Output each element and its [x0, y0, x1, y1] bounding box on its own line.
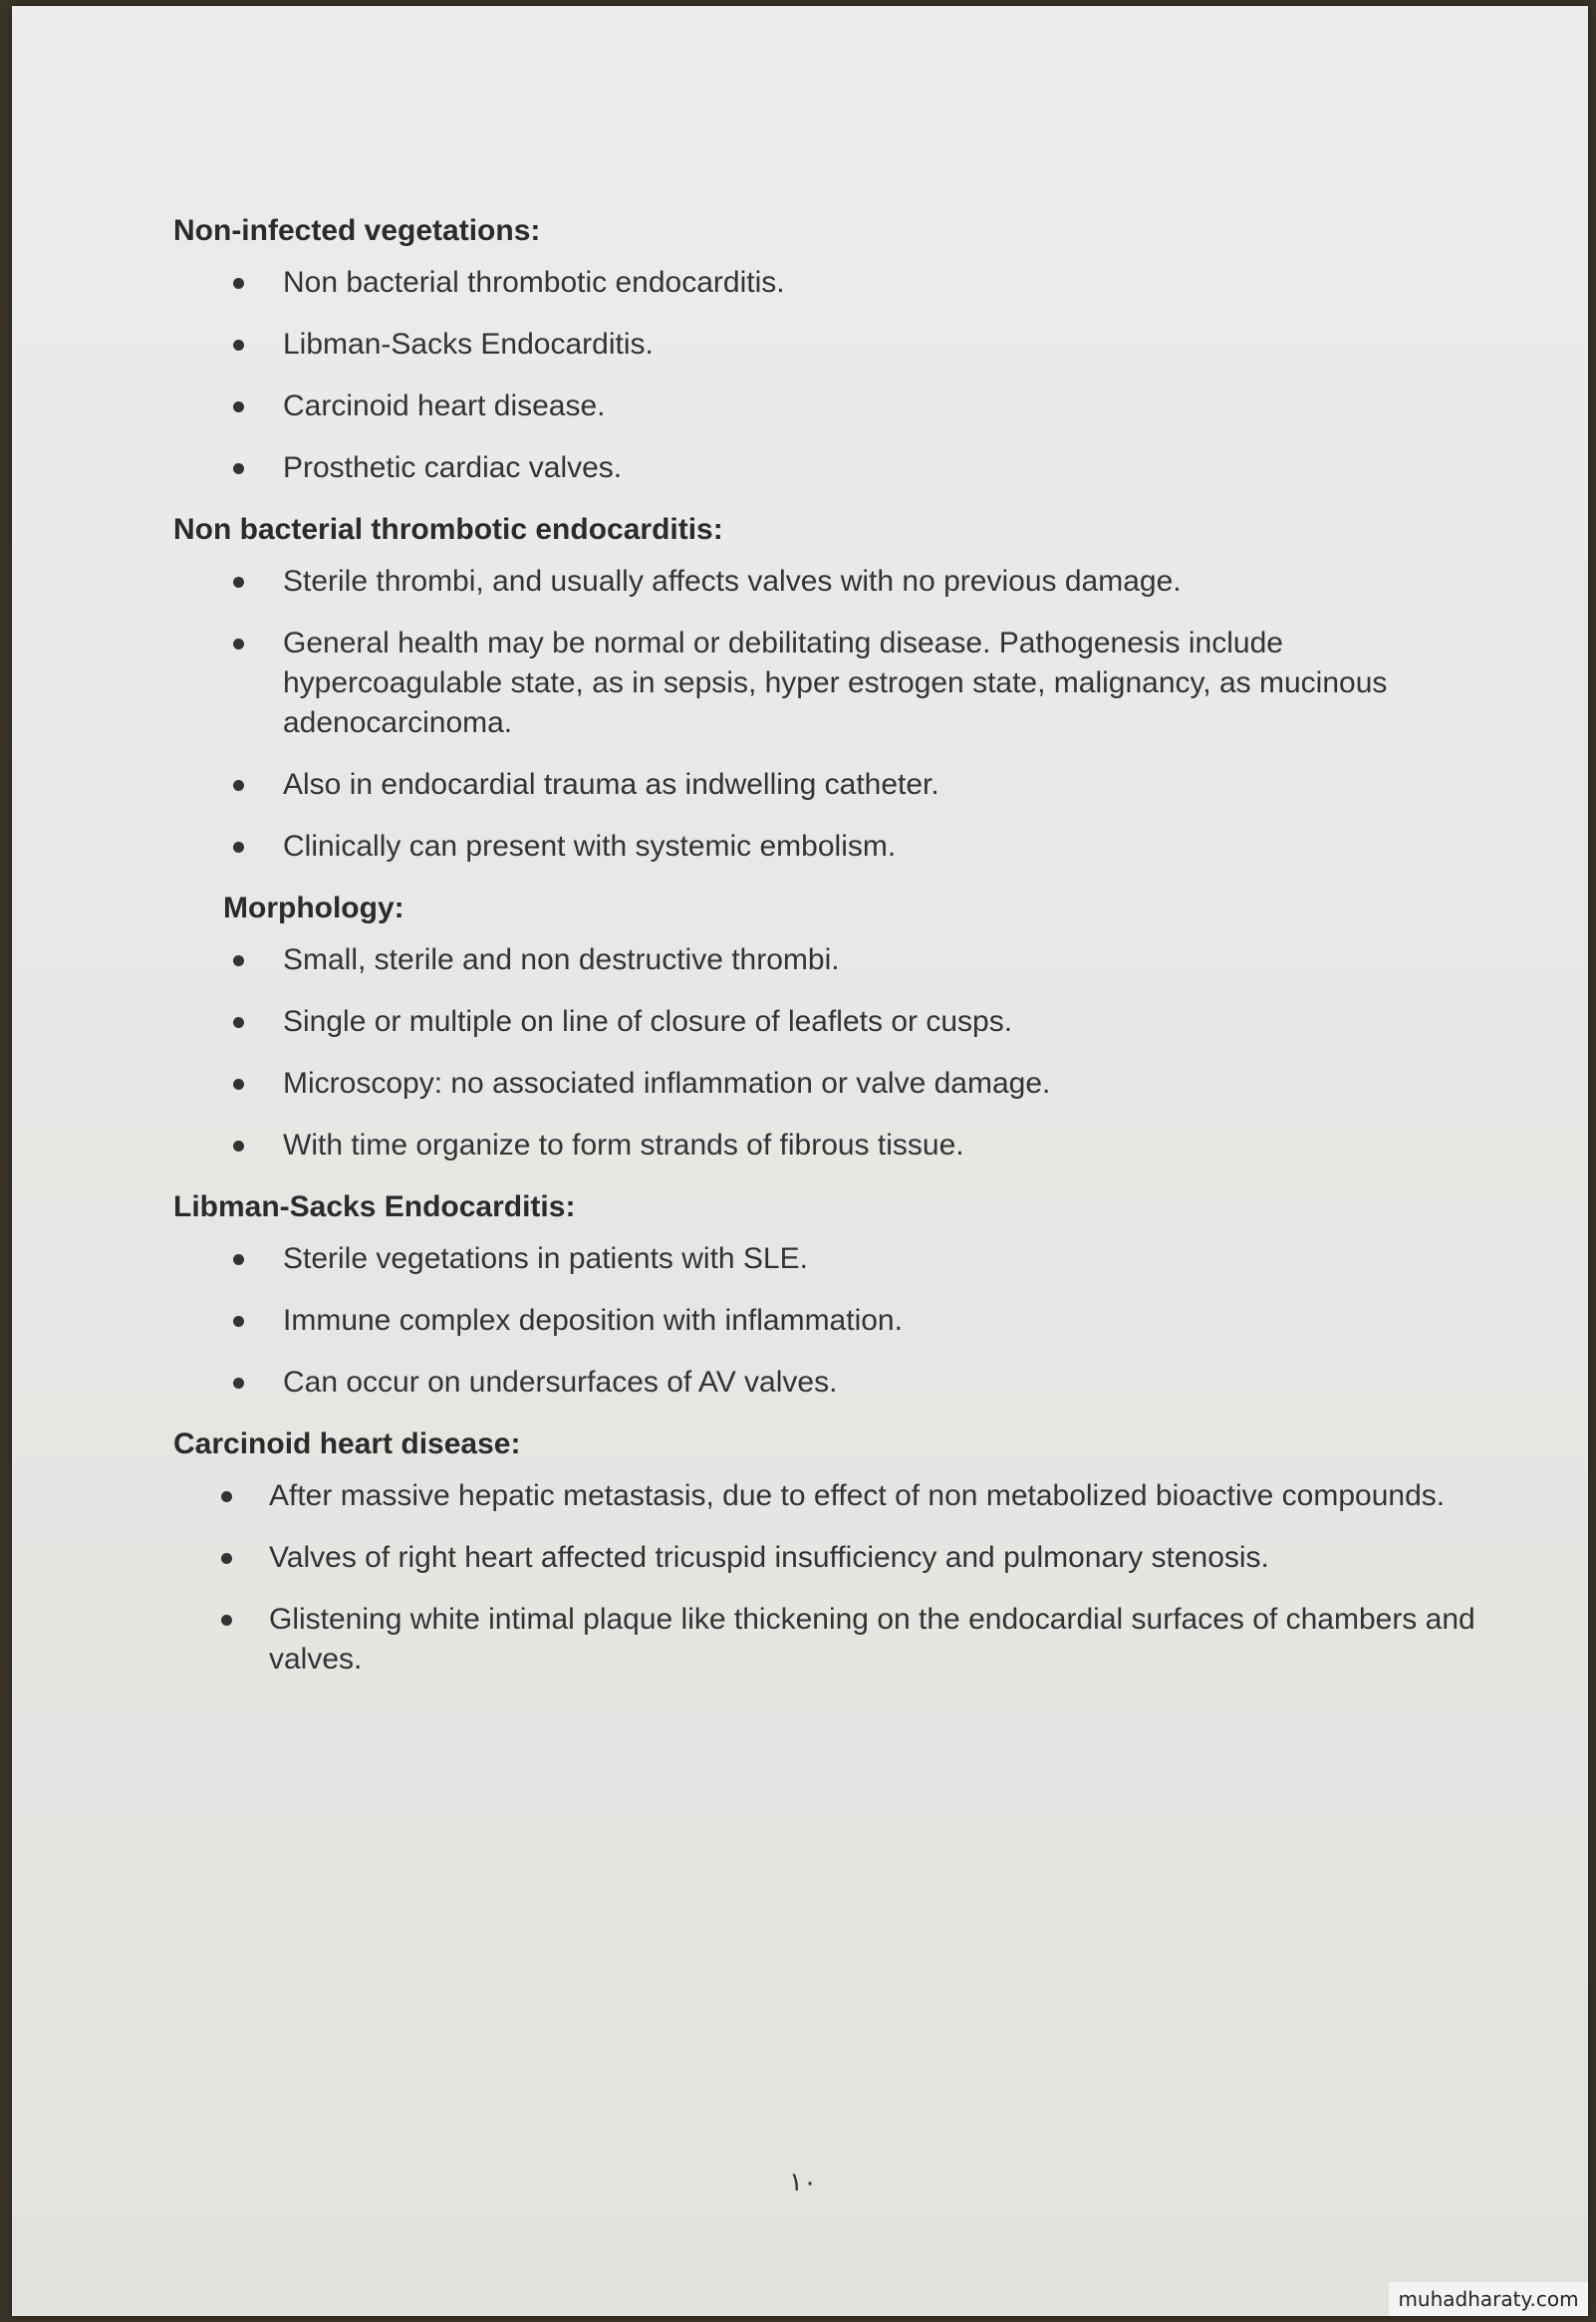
list-morphology: [173, 940, 1498, 1165]
heading-non-bacterial-thrombotic-endocarditis: Non bacterial thrombotic endocarditis:: [173, 513, 723, 546]
list-item: Single or multiple on line of closure of leaflets or cusps.: [173, 1002, 1498, 1042]
list-libman-sacks-endocarditis: [173, 1239, 1498, 1403]
list-item: Small, sterile and non destructive thrombi.: [173, 940, 1498, 980]
list-item: Libman-Sacks Endocarditis.: [173, 325, 1498, 365]
list-item: Valves of right heart affected tricuspid insufficiency and pulmonary stenosis.: [173, 1538, 1498, 1578]
list-non-infected-vegetations: [173, 263, 1498, 488]
list-item: Prosthetic cardiac valves.: [173, 448, 1498, 488]
list-item: Non bacterial thrombotic endocarditis.: [173, 263, 1498, 303]
heading-carcinoid-heart-disease: Carcinoid heart disease:: [173, 1427, 521, 1460]
heading-libman-sacks-endocarditis: Libman-Sacks Endocarditis:: [173, 1190, 576, 1223]
list-item: After massive hepatic metastasis, due to effect of non metabolized bioactive compounds.: [173, 1476, 1498, 1516]
list-item: Also in endocardial trauma as indwelling catheter.: [173, 765, 1498, 805]
list-item: With time organize to form strands of fibrous tissue.: [173, 1126, 1498, 1165]
page-number: ١٠: [789, 2168, 817, 2197]
heading-morphology: Morphology:: [223, 892, 404, 924]
list-item: Microscopy: no associated inflammation or valve damage.: [173, 1064, 1498, 1104]
list-non-bacterial-thrombotic-endocarditis: [173, 562, 1498, 867]
list-item: Carcinoid heart disease.: [173, 387, 1498, 426]
list-item: Clinically can present with systemic embolism.: [173, 827, 1498, 867]
list-item: Glistening white intimal plaque like thickening on the endocardial surfaces of chambers and valves.: [173, 1600, 1498, 1679]
list-item: General health may be normal or debilitating disease. Pathogenesis include hypercoagulable state, as in sepsis, hyper estrogen state, malignancy, as mucinous adenocarcinoma.: [173, 624, 1498, 743]
page-content: [173, 211, 1498, 1701]
list-item: Sterile thrombi, and usually affects valves with no previous damage.: [173, 562, 1498, 602]
document-page: [12, 6, 1588, 2316]
list-carcinoid-heart-disease: [173, 1476, 1498, 1679]
heading-non-infected-vegetations: Non-infected vegetations:: [173, 214, 541, 247]
list-item: Sterile vegetations in patients with SLE.: [173, 1239, 1498, 1279]
watermark: muhadharaty.com: [1389, 2282, 1588, 2316]
list-item: Can occur on undersurfaces of AV valves.: [173, 1363, 1498, 1403]
list-item: Immune complex deposition with inflammation.: [173, 1301, 1498, 1341]
